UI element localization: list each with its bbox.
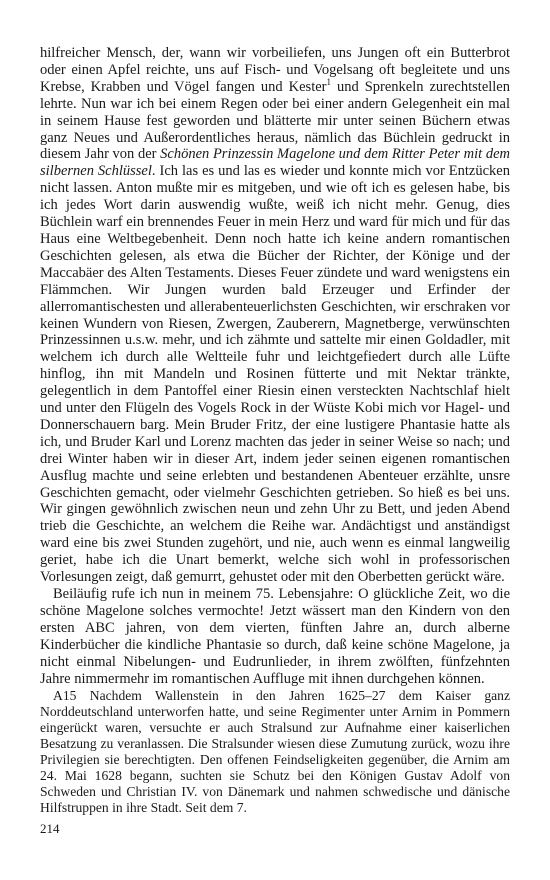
paragraph-1 [40, 45, 510, 586]
page-number: 214 [40, 821, 60, 836]
paragraph-1-text-c: . Ich las es und las es wieder und konnte mich vor Entzücken nicht lassen. Anton mußte mir es mitgeben, und wie oft ich es gelesen habe, bis ich jedes Wort darin auswendig wußte, weiß ich nicht mehr. Genug, dies Büchlein warf ein brennendes Feuer in mein Herz und ward für mich und für das Haus eine Weltbegebenheit. Denn noch hatte ich keine andern romantischen Geschichten gelesen, als etwa die Bücher der Richter, der Könige und der Maccabäer des Alten Testaments. Dieses Feuer zündete und ward wenigstens ein Flämmchen. Wir Jungen wurden bald Erzeuger und Erfinder der allerromantischesten und allerabenteuerlichsten Geschichten, wir erschraken vor keinen Wundern von Riesen, Zwergen, Zauberern, Magnetberge, verwünschten Prinzessinnen u.s.w. mehr, und ich zähmte und sattelte mir einen Goldadler, mit welchem ich durch alle Weltteile fuhr und leichtgefiedert durch alle Lüfte hinflog, ihn mit Mandeln und Rosinen fütterte und mit Nektar tränkte, gelegentlich in dem Pantoffel einer Riesin einen versteckten Nachtschlaf hielt und unter den Flügeln des Vogels Rock in der Wüste Kobi mich vor Hagel- und Donnerschauern barg. Mein Bruder Fritz, der eine lustigere Phantasie hatte als ich, und Bruder Karl und Lorenz machten das jeder in seiner Weise so nach; und drei Winter haben wir in dieser Art, indem jeder seinen eigenen romantischen Ausflug machte und seine erlebten und bestandenen Abenteuer erzählte, unsre Geschichten gemacht, oder vielmehr Geschichten getrieben. So hieß es bei uns. Wir gingen gewöhnlich zwischen neun und zehn Uhr zu Bett, und jeden Abend trieb die Geschichte, an welchem die Reihe war. Andächtigst und anständigst ward eine bis zwei Stunden zugehört, und nie, auch wenn es einmal langweilig geriet, habe ich die Unart bemerkt, welche sich wohl in professorischen Vorlesungen zeigt, daß gemurrt, gehustet oder mit den Oberbetten gerückt wäre. [40, 163, 510, 586]
paragraph-1-text-a: hilfreicher Mensch, der, wann wir vorbeiliefen, uns Jungen oft ein Butterbrot oder einen Apfel reichte, uns auf Fisch- und Vogelsang oft begleitete und uns Krebse, Krabben und Vögel fangen und Kester [40, 45, 510, 95]
page-body-text [40, 45, 510, 816]
footnote-marker: 1 [326, 76, 331, 87]
paragraph-1-text-b: und Sprenkeln zurechtstellen lehrte. Nun war ich bei einem Regen oder bei einer andern Gelegenheit ein mal in seinem Hause fest geworden und blätterte mir unter seinen Büchern etwas ganz Neues und Außerordentliches heraus, nämlich das Büchlein gedruckt in diesem Jahr von der [40, 78, 510, 163]
book-title: Schönen Prinzessin Magelone und dem Ritter Peter mit dem silbernen Schlüssel [40, 146, 510, 180]
annotation-a15: A15 Nachdem Wallenstein in den Jahren 1625–27 dem Kaiser ganz Norddeutschland unterworfen hatte, und seine Regimenter unter Arnim in Pommern eingerückt waren, versuchte er auch Stralsund zur Aufnahme einer kaiserlichen Besatzung zu veranlassen. Die Stralsunder wiesen diese Zumutung zurück, wozu ihre Privilegien sie berechtigten. Den offenen Feindseligkeiten gegenüber, die Arnim am 24. Mai 1628 begann, suchten sie Schutz bei den Königen Gustav Adolf von Schweden und Christian IV. von Dänemark und nahmen schwedische und dänische Hilfstruppen in ihre Stadt. Seit dem 7. [40, 688, 510, 816]
paragraph-2: Beiläufig rufe ich nun in meinem 75. Lebensjahre: O glückliche Zeit, wo die schöne Magelone solches vermochte! Jetzt wässert man den Kindern von den ersten ABC jahren, von dem vierten, fünften Jahre an, durch alberne Kinderbücher die kindliche Phantasie so durch, daß keine schöne Magelone, ja nicht einmal Nibelungen- und Eudrunlieder, in ihrem zwölften, fünfzehnten Jahre nimmermehr im romantischen Auffluge mit ihnen durchgehen können. [40, 586, 510, 687]
